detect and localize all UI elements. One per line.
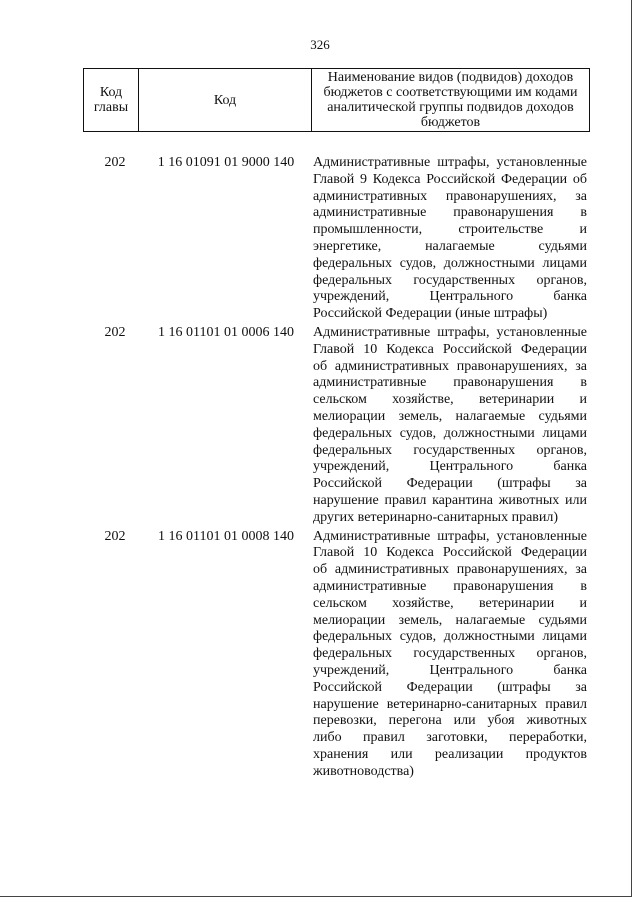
table-row [0, 155, 640, 323]
description-line: учреждений, Центрального банка [313, 289, 587, 305]
description-line: учреждений, Центрального банка [313, 459, 587, 475]
description-line: либо правил заготовки, переработки, [313, 730, 587, 746]
budget-code: 1 16 01101 01 0008 140 [158, 528, 294, 544]
description-line: энергетике, налагаемые судьями [313, 238, 587, 254]
description-line: Российской Федерации (штрафы за [313, 679, 587, 695]
description-line: федеральных государственных органов, [313, 272, 587, 288]
table-row [0, 325, 640, 527]
description-line: нарушение правил карантина животных или [313, 492, 587, 508]
description-line: учреждений, Центрального банка [313, 662, 587, 678]
header-code: Код [138, 69, 311, 131]
header-name: Наименование видов (подвидов) доходов бюджетов с соответствующими им кодами аналитической группы подвидов доходов бюджетов [311, 69, 589, 131]
description-line: Административные штрафы, установленные [313, 324, 587, 340]
chapter-code: 202 [104, 528, 126, 544]
chapter-code: 202 [104, 324, 126, 340]
description-line: перевозки, перегона или убоя животных [313, 713, 587, 729]
description-line: промышленности, строительстве и [313, 222, 587, 238]
description-line: об административных правонарушениях, за [313, 358, 587, 374]
description-line: об административных правонарушениях, за [313, 562, 587, 578]
description-line: мелиорации земель, налагаемые судьями [313, 408, 587, 424]
description-line: федеральных судов, должностными лицами [313, 629, 587, 645]
description-line: Российской Федерации (иные штрафы) [313, 306, 548, 322]
description-line: животноводства) [313, 763, 414, 779]
description-line: федеральных государственных органов, [313, 442, 587, 458]
page-number: 326 [310, 37, 330, 52]
budget-code: 1 16 01101 01 0006 140 [158, 324, 294, 340]
budget-code: 1 16 01091 01 9000 140 [157, 155, 295, 170]
description-line: федеральных судов, должностными лицами [313, 425, 587, 441]
description-line: Главой 10 Кодекса Российской Федерации [313, 545, 587, 561]
description-line: мелиорации земель, налагаемые судьями [313, 612, 587, 628]
description-line: Административные штрафы, установленные [313, 528, 587, 544]
revenue-description [313, 325, 587, 527]
entries-list [0, 155, 640, 782]
description-line: административные правонарушения в [313, 578, 587, 594]
description-line: Российской Федерации (штрафы за [313, 476, 587, 492]
description-line: административных правонарушениях, за [313, 188, 587, 204]
description-line: нарушение ветеринарно-санитарных правил [313, 696, 587, 712]
description-line: федеральных государственных органов, [313, 646, 587, 662]
description-line: административные правонарушения в [313, 375, 587, 391]
description-line: Административные штрафы, установленные [313, 155, 587, 170]
description-line: сельском хозяйстве, ветеринарии и [313, 595, 587, 611]
table-row [0, 529, 640, 781]
description-line: Главой 9 Кодекса Российской Федерации об [313, 171, 587, 187]
description-line: сельском хозяйстве, ветеринарии и [313, 392, 587, 408]
revenue-description [313, 529, 587, 781]
header-chapter-code: Код главы [93, 85, 129, 115]
description-line: Главой 10 Кодекса Российской Федерации [313, 341, 587, 357]
description-line: хранения или реализации продуктов [313, 746, 587, 762]
description-line: других ветеринарно-санитарных правил) [313, 509, 559, 525]
revenue-description [313, 155, 587, 323]
description-line: административные правонарушения в [313, 205, 587, 221]
chapter-code: 202 [104, 155, 126, 170]
description-line: федеральных судов, должностными лицами [313, 255, 587, 271]
table-header [83, 68, 590, 132]
